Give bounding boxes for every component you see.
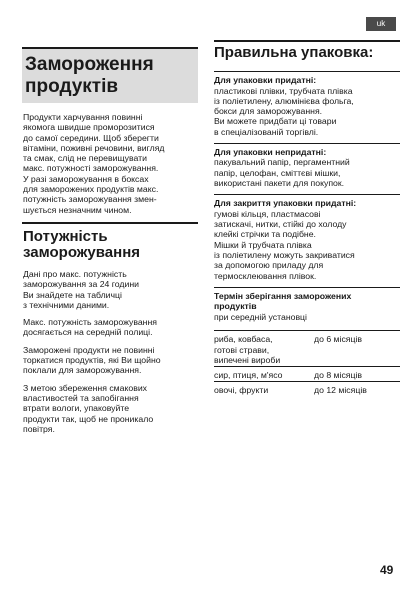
closing-materials (214, 209, 400, 281)
capacity-paragraph-1 (22, 269, 198, 310)
page-number: 49 (380, 563, 394, 577)
text-line: Дані про макс. потужність (23, 268, 127, 279)
capacity-paragraph-4 (22, 383, 198, 434)
text-line: за допомогою приладу для (214, 260, 324, 271)
text-line: досягається на середній полиці. (23, 327, 153, 338)
text-line: поклали для заморожування. (23, 365, 142, 376)
text-line: заморожування за 24 години (23, 279, 139, 290)
text-line: вітаміни, поживні речовини, вигляд (23, 142, 165, 153)
language-badge: uk (366, 17, 396, 31)
text-line: папір, целофан, сміттєві мішки, (214, 167, 341, 178)
text-line: повітря. (23, 423, 55, 434)
storage-heading (214, 287, 400, 312)
duration-cell: до 8 місяців (310, 367, 400, 382)
freezing-title-line: продуктів (25, 76, 119, 97)
unsuitable-materials (214, 157, 400, 188)
text-line: макс. потужності заморожування. (23, 163, 159, 174)
text-line: втрати вологи, упаковуйте (23, 403, 130, 414)
table-row (214, 382, 400, 397)
text-line: затискачі, нитки, стійкі до холоду (214, 219, 347, 230)
text-line: із поліетилену можуть закриватися (214, 250, 355, 261)
suitable-materials (214, 86, 400, 137)
text-line: та смак, слід не перевищувати (23, 153, 148, 164)
food-cell: риба, ковбаса, готові страви, випечені вироби (214, 331, 310, 367)
text-line: З метою збереження смакових (23, 382, 148, 393)
text-line: в спеціалізованій торгівлі. (214, 126, 319, 137)
text-line: пакувальний папір, пергаментний (214, 157, 350, 168)
left-column (22, 47, 198, 441)
storage-subheading: при середній установці (214, 311, 307, 322)
text-line: Макс. потужність заморожування (23, 317, 157, 328)
text-line: Ви знайдете на табличці (23, 289, 122, 300)
storage-table (214, 330, 400, 396)
right-column (214, 40, 400, 397)
closing-heading: Для закриття упаковки придатні: (214, 194, 400, 209)
storage-heading-line: Термін зберігання заморожених (214, 290, 352, 301)
storage-heading-line: продуктів (214, 301, 257, 312)
text-line: торкатися продуктів, які Ви щойно (23, 355, 161, 366)
text-line: У разі заморожування в боксах (23, 173, 149, 184)
text-line: якомога швидше проморозитися (23, 122, 155, 133)
table-row (214, 331, 400, 367)
text-line: продукти так, щоб не проникало (23, 413, 154, 424)
table-row (214, 367, 400, 382)
text-line: шується незначним чином. (23, 204, 132, 215)
text-line: із поліетилену, алюмінієва фольга, (214, 95, 354, 106)
duration-cell: до 6 місяців (310, 331, 400, 367)
text-line: гумові кільця, пластмасові (214, 208, 321, 219)
freezing-intro (22, 112, 198, 215)
capacity-paragraph-2 (22, 317, 198, 338)
text-line: Мішки й трубчата плівка (214, 239, 312, 250)
freezing-title-line: Замороження (25, 54, 154, 75)
food-cell: сир, птиця, м'ясо (214, 367, 310, 382)
duration-cell: до 12 місяців (310, 382, 400, 397)
suitable-heading: Для упаковки придатні: (214, 71, 400, 86)
freezing-title (22, 47, 198, 103)
text-line: Заморожені продукти не повинні (23, 344, 155, 355)
capacity-title-line: Потужність (23, 227, 108, 245)
text-line: потужність заморожування змен- (23, 194, 157, 205)
text-line: пластикові плівки, трубчата плівка (214, 85, 353, 96)
text-line: використані пакети для покупок. (214, 178, 345, 189)
text-line: бокси для заморожування. (214, 106, 323, 117)
text-line: Продукти харчування повинні (23, 112, 143, 122)
text-line: з технічними даними. (23, 299, 110, 310)
packaging-title: Правильна упаковка: (214, 40, 400, 66)
text-line: клейкі стрічки та подібне. (214, 229, 316, 240)
capacity-paragraph-3 (22, 345, 198, 376)
text-line: термосклеювання плівок. (214, 270, 317, 281)
text-line: до самої середини. Щоб зберегти (23, 132, 159, 143)
freezing-capacity-title (22, 222, 198, 263)
text-line: для заморожених продуктів макс. (23, 184, 159, 195)
capacity-title-line: заморожування (23, 243, 141, 261)
text-line: властивостей та запобігання (23, 392, 139, 403)
food-cell: овочі, фрукти (214, 382, 310, 397)
text-line: Ви можете придбати ці товари (214, 116, 337, 127)
unsuitable-heading: Для упаковки непридатні: (214, 143, 400, 158)
